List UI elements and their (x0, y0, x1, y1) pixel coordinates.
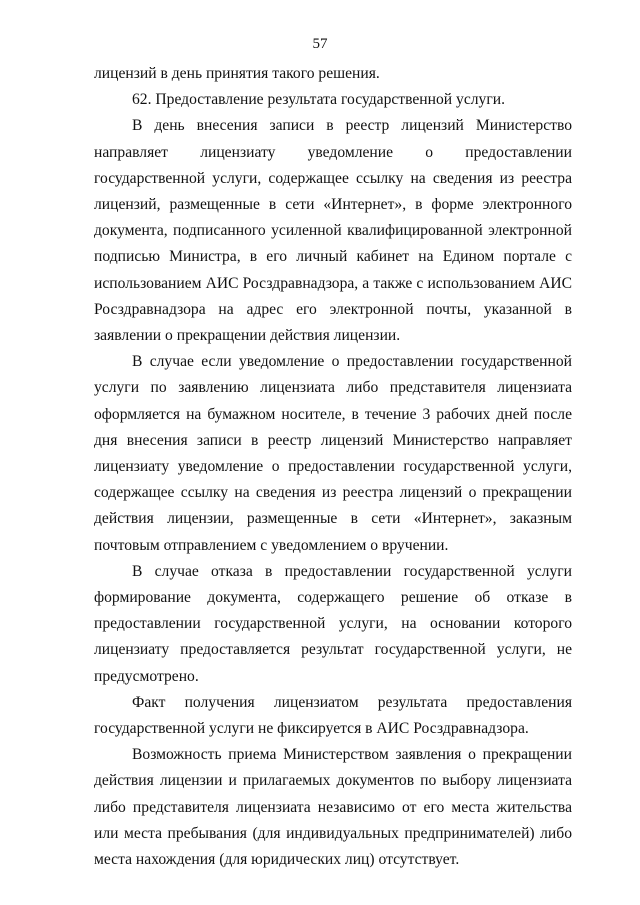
paragraph-section-62-heading: 62. Предоставление результата государственной услуги. (132, 91, 505, 109)
paragraph-receipt-fact: Факт получения лицензиатом результата предоставления государственной услуги не фиксируется в АИС Росздравнадзора. (94, 693, 572, 738)
paragraph-refusal-case: В случае отказа в предоставлении государственной услуги формирование документа, содержащего решение об отказе в предоставлении государственной услуги, на основании которого лицензиату предоставляется результат государственной услуги, не предусмотрено. (94, 562, 572, 685)
paragraph-paper-notification: В случае если уведомление о предоставлении государственной услуги по заявлению лицензиата либо представителя лицензиата оформляется на бумажном носителе, в течение 3 рабочих дней после дня внесения записи в реестр лицензий Министерство направляет лицензиату уведомление о предоставлении государственной услуги, содержащее ссылку на сведения из реестра лицензий о прекращении действия лицензии, размещенные в сети «Интернет», заказным почтовым отправлением с уведомлением о вручении. (94, 353, 572, 554)
document-body (94, 61, 572, 873)
paragraph-electronic-notification: В день внесения записи в реестр лицензий Министерство направляет лицензиату уведомление о предоставлении государственной услуги, содержащее ссылку на сведения из реестра лицензий, размещенные в сети «Интернет», в форме электронного документа, подписанного усиленной квалифицированной электронной подписью Министра, в его личный кабинет на Едином портале с использованием АИС Росздравнадзора, а также с использованием АИС Росздравнадзора на адрес его электронной почты, указанной в заявлении о прекращении действия лицензии. (94, 117, 572, 345)
paragraph-continuation: лицензий в день принятия такого решения. (94, 65, 380, 82)
paragraph-extraterritorial-acceptance: Возможность приема Министерством заявления о прекращении действия лицензии и прилагаемых документов по выбору лицензиата либо представителя лицензиата независимо от его места жительства или места пребывания (для индивидуальных предпринимателей) либо места нахождения (для юридических лиц) отсутствует. (94, 746, 572, 869)
page-number: 57 (312, 36, 328, 52)
